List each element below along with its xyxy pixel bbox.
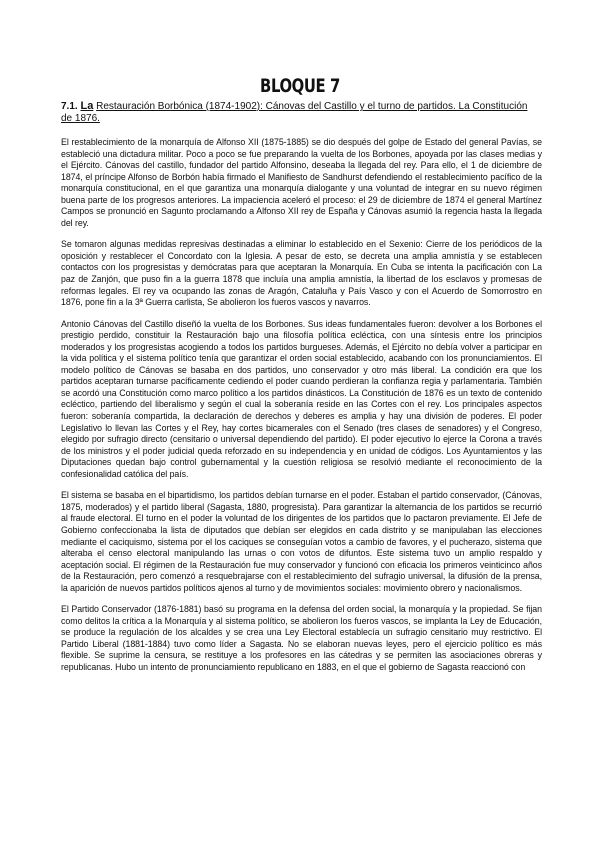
paragraph: El sistema se basaba en el bipartidismo, los partidos debían turnarse en el poder. Estaban el partido conservador, (Cánovas, 1875, moderados) y el partido liberal (Sagasta, 1880, progresista). Para garantizar la alternancia de los partidos se recurrió al fraude electoral. El turno en el poder la voluntad de los dirigentes de los partidos que lo pactaron previamente. El Jefe de Gobierno confeccionaba la lista de diputados que debían ser elegidos en cada distrito y se manipulaban las elecciones mediante el caciquismo, sistema por el los caciques se conseguían votos a cambio de favores, y el pucherazo, sistema que alteraba el censo electoral manipulando las urnas o con votos de difuntos. Este sistema tuvo un amplio respaldo y aceptación social. El régimen de la Restauración fue muy conservador y funcionó con eficacia los primeros veinticinco años de la Restauración, pero comenzó a resquebrajarse con el restablecimiento del sufragio universal, la difusión de la prensa, la aparición de nuevos partidos políticos ajenos al turno y de movimientos sociales: movimiento obrero y nacionalismos. xyxy=(61,490,542,593)
section-number: 7.1. xyxy=(61,101,78,112)
section-heading-first-word: La xyxy=(80,100,94,112)
paragraph: El Partido Conservador (1876-1881) basó su programa en la defensa del orden social, la monarquía y la propiedad. Se fijan como delitos la crítica a la Monarquía y al sistema político, se abolieron los fueros vascos, se implanta la Ley de Educación, se produce la regulación de los alcaldes y se crea una Ley Electoral establecía un sufragio censitario muy restrictivo. El Partido Liberal (1881-1884) tuvo como líder a Sagasta. No se elaboran nuevas leyes, pero el ejercicio político es más flexible. Se suprime la censura, se restituye a los profesores en las cátedras y se permiten las asociaciones obreras y republicanas. Hubo un intento de pronunciamiento republicano en 1883, en el que el gobierno de Sagasta reaccionó con xyxy=(61,604,542,672)
body-text xyxy=(61,137,542,684)
paragraph: El restablecimiento de la monarquía de Alfonso XII (1875-1885) se dio después del golpe de Estado del general Pavías, se estableció una dictadura militar. Poco a poco se fue preparando la vuelta de los Borbones, apoyada por las clases medias y el Ejército. Cánovas del castillo, fundador del partido Alfonsino, deseaba la llegada del rey. Para ello, el 1 de diciembre de 1874, el príncipe Alfonso de Borbón había firmado el Manifiesto de Sandhurst defendiendo el restablecimiento pacífico de la monarquía constitucional, en el que garantiza una monarquía dialogante y una voluntad de integrar en su nuevo régimen buena parte de los progresos anteriores. La impaciencia aceleró el proceso: el 29 de diciembre de 1874 el general Martínez Campos se pronunció en Sagunto proclamando a Alfonso XII rey de España y Cánovas asumió la regencia hasta la llegada del rey. xyxy=(61,137,542,228)
paragraph: Se tomaron algunas medidas represivas destinadas a eliminar lo establecido en el Sexenio: Cierre de los periódicos de la oposición y restablecer el Concordato con la Iglesia. A pesar de esto, se decreta una amplia amnistía y se establecen contactos con los progresistas y demócratas para que aceptaran la Monarquía. En Cuba se intenta la pacificación con La paz de Zanjón, que puso fin a la guerra 1878 que incluía una amplia amnistía, la libertad de los esclavos y promesas de reformas legales. El rey va ocupando las zonas de Aragón, Cataluña y País Vasco y con el Acuerdo de Somorrostro en 1876, pone fin a la 3ª Guerra carlista, Se abolieron los fueros vascos y navarros. xyxy=(61,239,542,308)
page-title: BLOQUE 7 xyxy=(260,75,340,97)
paragraph: Antonio Cánovas del Castillo diseñó la vuelta de los Borbones. Sus ideas fundamentales fueron: devolver a los Borbones el prestigio perdido, constituir la Restauración bajo una filosofía política ecléctica, con una síntesis entre los principios moderados y los progresistas acogiendo a todos los partidos burgueses. Además, el Ejército no debía volver a participar en la vida política y el sistema político tenía que garantizar el orden social establecido, acabando con los pronunciamientos. El modelo político de Cánovas se basaba en dos partidos, uno conservador y otro más liberal. La condición era que los partidos aceptaran turnarse pacíficamente cediendo el poder cuando perdieran la confianza regia y parlamentaria. También se acordó una Constitución como marco político a los partidos dinásticos. La Constitución de 1876 es un texto de contenido ecléctico, partiendo del liberalismo y según el cual la soberanía reside en las Cortes con el rey. Los principales aspectos fueron: soberanía compartida, la declaración de derechos y deberes es amplia y hay una división de poderes. El poder Legislativo lo llevan las Cortes y el Rey, hay cortes bicamerales con el Senado (tres clases de senadores) y el Congreso, elegido por sufragio directo (censitario o universal dependiendo del partido). El poder ejecutivo lo ejerce la Corona a través de los ministros y el poder judicial queda reforzado en su independencia y en unidad de códigos. Los Ayuntamientos y las Diputaciones quedan bajo control gubernamental y la cuestión religiosa se resolvió mediante el reconocimiento de la confesionalidad católica del país. xyxy=(61,318,542,479)
section-heading-text: Restauración Borbónica (1874-1902): Cánovas del Castillo y el turno de partidos. La Constitución de 1876. xyxy=(61,101,528,124)
section-heading xyxy=(61,100,541,125)
